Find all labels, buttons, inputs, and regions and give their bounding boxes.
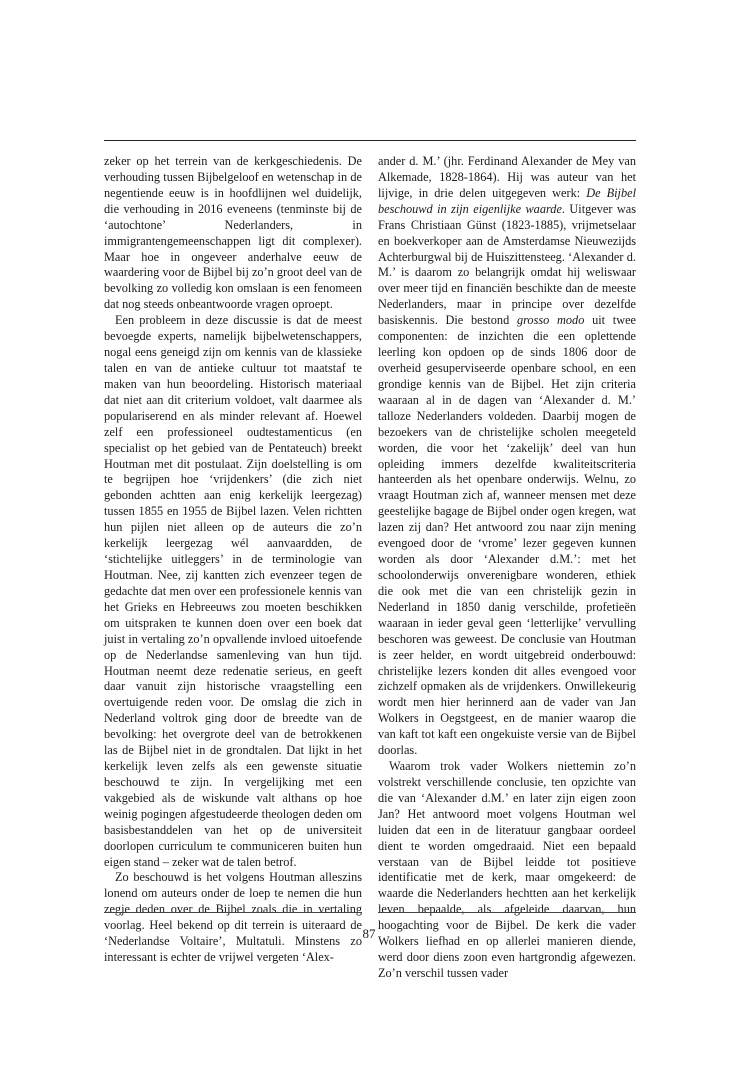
paragraph: zeker op het terrein van de kerkgeschiedenis. De verhouding tussen Bijbelgeloof en wetenschap in de negentiende eeuw is in hoofdlijnen wel duidelijk, die verhouding in 2016 eveneens (tenminste bij de ‘autochtone’ Nederlanders, in immigrantengemeenschappen ligt dit complexer). Maar hoe in ongeveer anderhalve eeuw de waardering voor de Bijbel bij zo’n groot deel van de bevolking zo volledig kon omslaan is een fenomeen dat nog steeds onbeantwoorde vragen oproept.: [104, 154, 362, 312]
left-column: [104, 154, 362, 966]
paragraph-text: ander d. M.’ (jhr. Ferdinand Alexander de Mey van Alkemade, 1828-1864). Hij was auteur van het lijvige, in drie delen uitgegeven werk:: [378, 154, 636, 200]
paragraph-text: . Uitgever was Frans Christiaan Günst (1823-1885), vrijmetselaar en boekverkoper aan de Amsterdamse Nieuwezijds Achterburgwal bij de Huiszittensteeg. ‘Alexander d. M.’ is daarom zo belangrijk omdat hij weliswaar over meer tijd en financiën beschikte dan de meeste Nederlanders, maar in principe over dezelfde basiskennis. Die bestond: [378, 201, 636, 328]
paragraph-text: uit twee componenten: de inzichten die een oplettende leerling kon opdoen op de sinds 1806 door de overheid gesuperviseerde openbare school, en een grondige kennis van de Bijbel. Het zijn criteria waaraan al in de dagen van ‘Alexander d. M.’ talloze Nederlanders voldeden. Daarbij mogen de bezoekers van de christelijke scholen meegeteld worden, die voor het ‘zakelijk’ deel van hun opleiding immers dezelfde kwaliteitscriteria hanteerden als het openbare onderwijs. Welnu, zo vraagt Houtman zich af, wanneer mensen met deze geestelijke bagage de Bijbel onder ogen kregen, wat lazen zij dan? Het antwoord zou naar zijn mening evengoed door de ‘vrome’ lezer gegeven kunnen worden als door ‘Alexander d.M.’: met het schoolonderwijs onverenigbare wonderen, ethiek die ook met die van een christelijk gezin in Nederland in 1850 danig verschilde, profetieën waaraan in ieder geval geen ‘letterlijke’ vervulling beschoren was geweest. De conclusie van Houtman is zeer helder, en wordt uitgebreid onderbouwd: christelijke lezers konden dit alles evengoed voor zichzelf opmaken als de vrijdenkers. Onwillekeurig wordt men hier herinnerd aan de vader van Jan Wolkers in Oegstgeest, en de manier waarop die van kaft tot kaft een ongekuiste versie van de Bijbel doorlas.: [378, 313, 636, 758]
page-number: 87: [362, 926, 376, 941]
paragraph: Waarom trok vader Wolkers niettemin zo’n volstrekt verschillende conclusie, ten opzichte van die van ‘Alexander d.M.’ en later zijn eigen zoon Jan? Het antwoord moet volgens Houtman wel luiden dat een in de literatuur gangbaar oordeel dient te worden omgedraaid. Niet een bepaald verstaan van de Bijbel leidde tot positieve identificatie met de kerk, maar omgekeerd: de waarde die Nederlanders hechtten aan het kerkelijk leven bepaalde, als afgeleide daarvan, hun hoogachting voor de Bijbel. De kerk die vader Wolkers liefhad en op allerlei manieren diende, werd door diens zoon even hartgrondig afgewezen. Zo’n verschil tussen vader: [378, 759, 636, 981]
top-rule: [104, 140, 636, 141]
footer-rule-left: [104, 912, 362, 913]
right-column: [378, 154, 636, 982]
paragraph: Zo beschouwd is het volgens Houtman alleszins lonend om auteurs onder de loep te nemen die hun zegje deden over de Bijbel zoals die in vertaling voorlag. Heel bekend op dit terrein is uiteraard de ‘Nederlandse Voltaire’, Multatuli. Minstens zo interessant is echter de vrijwel vergeten ‘Alex-: [104, 870, 362, 965]
paragraph: Een probleem in deze discussie is dat de meest bevoegde experts, namelijk bijbelwetenschappers, nogal eens geneigd zijn om kennis van de klassieke talen en van de antieke cultuur tot maatstaf te maken van hun beoordeling. Historisch materiaal dat niet aan dit criterium voldoet, valt daarmee als populariserend en als minder relevant af. Hoewel zelf een professioneel oudtestamenticus (en specialist op het gebied van de Pentateuch) breekt Houtman met dit postulaat. Zijn doelstelling is om te begrijpen hoe ‘vrijdenkers’ (die zich niet gebonden achtten aan enig kerkelijk leergezag) tussen 1855 en 1955 de Bijbel lazen. Velen richtten hun pijlen niet alleen op de auteurs die zo’n kerkelijk leergezag wél aanvaardden, de ‘stichtelijke uitleggers’ in de terminologie van Houtman. Nee, zij kantten zich evenzeer tegen de gedachte dat men over een professionele kennis van het Grieks en Hebreeuws zou moeten beschikken om uitspraken te kunnen doen over een boek dat juist in vertaling zo’n opvallende invloed uitoefende op de Nederlandse samenleving van hun tijd. Houtman neemt deze redenatie serieus, en geeft daar vanuit zijn historische vraagstelling een overtuigende reden voor. De omslag die zich in Nederland voltrok ging door de breedte van de bevolking: het overgrote deel van de betrokkenen las de Bijbel niet in de grondtalen. Dat lijkt in het kerkelijk leven zelfs als een gewenste situatie beschouwd te zijn. In vergelijking met een vakgebied als de wiskunde valt althans op hoe weinig pogingen afgestudeerde theologen deden om basisbestanddelen van het op de universiteit doorlopen curriculum te communiceren buiten hun eigen stand – zeker wat de talen betrof.: [104, 313, 362, 869]
paragraph: [378, 154, 636, 759]
book-title: De Bijbel beschouwd in zijn eigenlijke waarde: [378, 185, 637, 216]
latin-term: grosso modo: [516, 313, 585, 328]
footer-rule-right: [378, 912, 636, 913]
